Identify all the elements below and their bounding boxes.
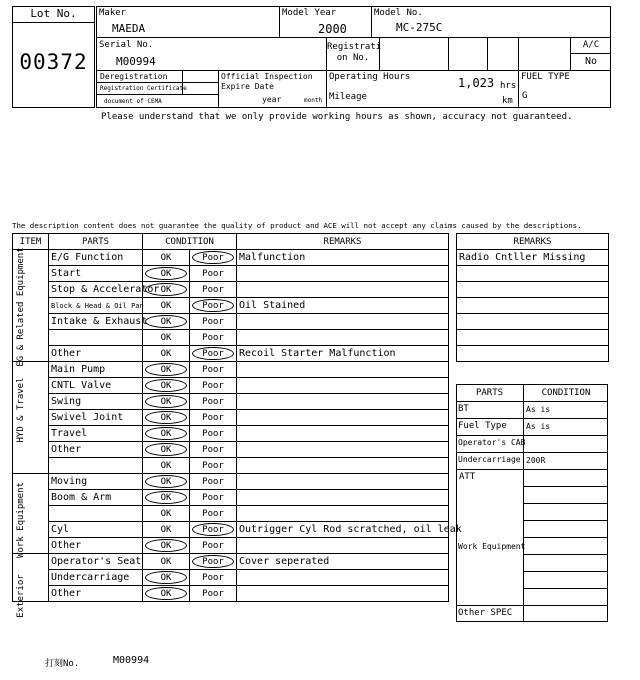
poor-cell[interactable] xyxy=(190,538,237,554)
poor-label: Poor xyxy=(202,572,224,583)
group-label-exterior: Exterior xyxy=(16,574,26,618)
year-label: year xyxy=(262,95,282,104)
poor-label: Poor xyxy=(202,348,224,359)
remark-cell xyxy=(237,314,449,330)
right-remark-cell: Radio Cntller Missing xyxy=(457,250,609,266)
remark-cell xyxy=(237,442,449,458)
right-remark-cell xyxy=(457,314,609,330)
part-cell: Moving xyxy=(49,474,143,490)
ok-cell[interactable] xyxy=(143,298,190,314)
ok-label: OK xyxy=(160,396,172,407)
part-cell: Main Pump xyxy=(49,362,143,378)
table-row xyxy=(13,426,449,442)
ok-label: OK xyxy=(160,588,172,599)
right-remark-cell xyxy=(457,298,609,314)
ok-cell[interactable] xyxy=(143,522,190,538)
poor-cell[interactable] xyxy=(190,394,237,410)
header-parts: PARTS xyxy=(49,234,143,250)
poor-cell[interactable] xyxy=(190,378,237,394)
poor-label: Poor xyxy=(202,460,224,471)
poor-label: Poor xyxy=(202,380,224,391)
table-row xyxy=(13,490,449,506)
ok-label: OK xyxy=(160,284,172,295)
poor-label: Poor xyxy=(202,412,224,423)
remark-cell xyxy=(237,490,449,506)
maker-label: Maker xyxy=(99,8,127,18)
ok-cell[interactable] xyxy=(143,314,190,330)
table-row xyxy=(457,330,609,346)
header-condition: CONDITION xyxy=(143,234,237,250)
ok-cell[interactable] xyxy=(143,586,190,602)
poor-cell[interactable] xyxy=(190,282,237,298)
work-equipment-label: Work Equipment xyxy=(458,542,526,551)
ok-cell[interactable] xyxy=(143,394,190,410)
poor-cell[interactable] xyxy=(190,410,237,426)
ok-cell[interactable] xyxy=(143,330,190,346)
ok-label: OK xyxy=(160,380,172,391)
registration-cert-label: Registration Certificate xyxy=(100,85,187,92)
remark-cell xyxy=(237,426,449,442)
part-cell: Intake & Exhaust xyxy=(49,314,143,330)
table-row xyxy=(13,362,449,378)
other-spec-label: Other SPEC xyxy=(458,608,513,618)
divider xyxy=(523,537,608,538)
lot-label: Lot No. xyxy=(30,7,77,20)
ok-cell[interactable] xyxy=(143,426,190,442)
remark-cell xyxy=(237,362,449,378)
ok-label: OK xyxy=(160,412,172,423)
ok-cell[interactable] xyxy=(143,282,190,298)
group-label-work: Work Equipment xyxy=(16,482,26,558)
table-row xyxy=(13,554,449,570)
part-cell: Cyl xyxy=(49,522,143,538)
parts-row-condition: As is xyxy=(526,422,551,431)
hrs-label: hrs xyxy=(500,81,517,91)
poor-cell[interactable] xyxy=(190,330,237,346)
divider xyxy=(456,605,523,606)
poor-cell[interactable] xyxy=(190,570,237,586)
table-row xyxy=(13,394,449,410)
table-row xyxy=(13,314,449,330)
right-remark-cell xyxy=(457,282,609,298)
ok-cell[interactable] xyxy=(143,490,190,506)
table-row xyxy=(457,314,609,330)
divider xyxy=(523,588,608,589)
stamp-value: M00994 xyxy=(113,655,150,666)
remark-cell xyxy=(237,266,449,282)
parts-row-part: Operator's CAB xyxy=(458,438,526,447)
ok-cell[interactable] xyxy=(143,474,190,490)
serial-label: Serial No. xyxy=(99,40,154,50)
fuel-type-label: FUEL TYPE xyxy=(521,72,570,82)
table-row xyxy=(13,250,449,266)
poor-label: Poor xyxy=(202,364,224,375)
poor-cell[interactable] xyxy=(190,426,237,442)
parts-row-part: Fuel Type xyxy=(458,421,507,431)
deregistration-label: Deregistration xyxy=(100,72,168,81)
remark-cell: Oil Stained xyxy=(237,298,449,314)
poor-label: Poor xyxy=(202,492,224,503)
model-year-value: 2000 xyxy=(318,22,347,36)
poor-cell[interactable] xyxy=(190,346,237,362)
table-row xyxy=(13,346,449,362)
official-inspection-label: Official Inspection Expire Date xyxy=(221,72,313,91)
poor-label: Poor xyxy=(202,316,224,327)
poor-label: Poor xyxy=(202,332,224,343)
poor-label: Poor xyxy=(202,524,224,535)
ok-cell[interactable] xyxy=(143,250,190,266)
table-row xyxy=(457,346,609,362)
poor-cell[interactable] xyxy=(190,298,237,314)
parts-row-part: Undercarriage xyxy=(458,455,521,464)
poor-label: Poor xyxy=(202,588,224,599)
ok-cell[interactable] xyxy=(143,362,190,378)
ok-label: OK xyxy=(160,492,172,503)
remark-cell xyxy=(237,538,449,554)
ok-label: OK xyxy=(160,476,172,487)
table-row xyxy=(457,282,609,298)
att-label: ATT xyxy=(459,472,476,482)
maker-value: MAEDA xyxy=(112,22,146,35)
ok-label: OK xyxy=(160,252,172,263)
remark-cell: Cover seperated xyxy=(237,554,449,570)
divider xyxy=(523,520,608,521)
poor-cell[interactable] xyxy=(190,474,237,490)
divider xyxy=(456,418,608,419)
ok-label: OK xyxy=(160,300,172,311)
condition-table xyxy=(12,233,462,602)
ac-value: No xyxy=(584,56,598,67)
remark-cell xyxy=(237,282,449,298)
table-row xyxy=(13,442,449,458)
operating-hours-value: 1,023 xyxy=(458,76,495,90)
remark-cell: Recoil Starter Malfunction xyxy=(237,346,449,362)
disclaimer: The description content does not guarantee the quality of product and ACE will not accept any claims caused by the descriptions. xyxy=(12,221,582,230)
divider xyxy=(523,571,608,572)
operating-hours-label: Operating Hours xyxy=(329,72,411,82)
divider xyxy=(523,554,608,555)
table-row xyxy=(457,266,609,282)
part-cell: Stop & Accelerator xyxy=(49,282,143,298)
poor-cell[interactable] xyxy=(190,458,237,474)
ok-label: OK xyxy=(160,428,172,439)
right-remark-cell xyxy=(457,266,609,282)
table-row xyxy=(13,298,449,314)
group-label-eg: EG & Related Equipment xyxy=(16,247,26,367)
model-no-label: Model No. xyxy=(374,8,423,18)
divider xyxy=(456,401,608,402)
hours-note: Please understand that we only provide working hours as shown, accuracy not guaranteed. xyxy=(101,112,573,122)
table-row xyxy=(13,522,449,538)
ok-label: OK xyxy=(160,364,172,375)
remark-cell xyxy=(237,570,449,586)
table-row xyxy=(457,250,609,266)
part-cell: Swing xyxy=(49,394,143,410)
right-remark-cell xyxy=(457,330,609,346)
part-cell xyxy=(49,506,143,522)
table-row xyxy=(13,282,449,298)
remark-cell xyxy=(237,586,449,602)
fuel-type-value: G xyxy=(522,91,528,101)
part-cell: Other xyxy=(49,586,143,602)
right-remark-cell xyxy=(457,346,609,362)
poor-cell[interactable] xyxy=(190,522,237,538)
table-row xyxy=(13,538,449,554)
ok-label: OK xyxy=(160,460,172,471)
table-row xyxy=(13,410,449,426)
divider xyxy=(456,435,608,436)
part-cell: Other xyxy=(49,538,143,554)
registration-label: Registrati on No. xyxy=(327,42,382,63)
poor-cell[interactable] xyxy=(190,490,237,506)
poor-cell[interactable] xyxy=(190,266,237,282)
remark-cell xyxy=(237,394,449,410)
poor-cell[interactable] xyxy=(190,314,237,330)
table-row xyxy=(13,330,449,346)
poor-label: Poor xyxy=(202,476,224,487)
poor-cell[interactable] xyxy=(190,586,237,602)
table-row xyxy=(13,266,449,282)
part-cell: Operator's Seat xyxy=(49,554,143,570)
poor-label: Poor xyxy=(202,284,224,295)
ok-cell[interactable] xyxy=(143,410,190,426)
divider xyxy=(456,469,608,470)
ok-label: OK xyxy=(160,348,172,359)
part-cell: Other xyxy=(49,346,143,362)
part-cell: CNTL Valve xyxy=(49,378,143,394)
poor-label: Poor xyxy=(202,508,224,519)
table-row xyxy=(13,458,449,474)
ok-label: OK xyxy=(160,268,172,279)
poor-cell[interactable] xyxy=(190,442,237,458)
ok-cell[interactable] xyxy=(143,458,190,474)
header-item: ITEM xyxy=(13,234,49,250)
poor-label: Poor xyxy=(202,300,224,311)
ok-cell[interactable] xyxy=(143,442,190,458)
divider xyxy=(523,503,608,504)
group-label-hyd: HYD & Travel xyxy=(16,377,26,443)
remark-cell: Outrigger Cyl Rod scratched, oil leak xyxy=(237,522,449,538)
part-cell: Undercarriage xyxy=(49,570,143,586)
ok-cell[interactable] xyxy=(143,346,190,362)
parts-row-part: BT xyxy=(458,404,469,414)
part-cell: Start xyxy=(49,266,143,282)
part-cell: Other xyxy=(49,442,143,458)
remark-cell: Malfunction xyxy=(237,250,449,266)
ok-cell[interactable] xyxy=(143,554,190,570)
poor-cell[interactable] xyxy=(190,506,237,522)
ok-cell[interactable] xyxy=(143,506,190,522)
divider xyxy=(523,486,608,487)
km-label: km xyxy=(502,96,513,106)
divider xyxy=(456,452,608,453)
remark-cell xyxy=(237,458,449,474)
lot-number: 00372 xyxy=(19,50,88,74)
remark-cell xyxy=(237,506,449,522)
ok-label: OK xyxy=(160,524,172,535)
poor-label: Poor xyxy=(202,556,224,567)
ok-cell[interactable] xyxy=(143,378,190,394)
parts-row-condition: As is xyxy=(526,405,551,414)
poor-cell[interactable] xyxy=(190,362,237,378)
table-row xyxy=(457,298,609,314)
part-cell xyxy=(49,458,143,474)
remark-cell xyxy=(237,410,449,426)
ok-cell[interactable] xyxy=(143,570,190,586)
poor-label: Poor xyxy=(202,540,224,551)
right-remarks-table xyxy=(456,233,609,362)
poor-cell[interactable] xyxy=(190,250,237,266)
poor-label: Poor xyxy=(202,252,224,263)
ok-label: OK xyxy=(160,444,172,455)
part-cell: Boom & Arm xyxy=(49,490,143,506)
part-cell: E/G Function xyxy=(49,250,143,266)
ac-label: A/C xyxy=(582,40,600,50)
ok-label: OK xyxy=(160,316,172,327)
part-cell xyxy=(49,330,143,346)
right-remarks-header: REMARKS xyxy=(457,234,609,250)
model-year-label: Model Year xyxy=(282,8,337,18)
poor-label: Poor xyxy=(202,444,224,455)
table-row xyxy=(13,474,449,490)
stamp-label: 打刻No. xyxy=(45,659,80,669)
mileage-label: Mileage xyxy=(329,92,367,102)
ok-label: OK xyxy=(160,540,172,551)
ok-cell[interactable] xyxy=(143,538,190,554)
remark-cell xyxy=(237,330,449,346)
header-remarks: REMARKS xyxy=(237,234,449,250)
poor-label: Poor xyxy=(202,268,224,279)
cema-label: document of CEMA xyxy=(104,98,162,105)
part-cell: Swivel Joint xyxy=(49,410,143,426)
ok-label: OK xyxy=(160,508,172,519)
table-row xyxy=(13,570,449,586)
serial-value: M00994 xyxy=(116,55,156,68)
ok-cell[interactable] xyxy=(143,266,190,282)
part-cell: Travel xyxy=(49,426,143,442)
remark-cell xyxy=(237,378,449,394)
ok-label: OK xyxy=(160,556,172,567)
parts-header-parts: PARTS xyxy=(475,388,504,398)
poor-cell[interactable] xyxy=(190,554,237,570)
poor-label: Poor xyxy=(202,428,224,439)
table-row xyxy=(13,378,449,394)
parts-row-condition: 200R xyxy=(526,456,546,465)
table-row xyxy=(13,586,449,602)
month-label: month xyxy=(304,97,323,104)
ok-label: OK xyxy=(160,332,172,343)
parts-header-condition: CONDITION xyxy=(541,388,591,398)
model-no-value: MC-275C xyxy=(396,21,443,34)
part-cell: Block & Head & Oil Pan xyxy=(49,298,143,314)
ok-label: OK xyxy=(160,572,172,583)
poor-label: Poor xyxy=(202,396,224,407)
remark-cell xyxy=(237,474,449,490)
table-row xyxy=(13,506,449,522)
divider xyxy=(523,605,608,606)
